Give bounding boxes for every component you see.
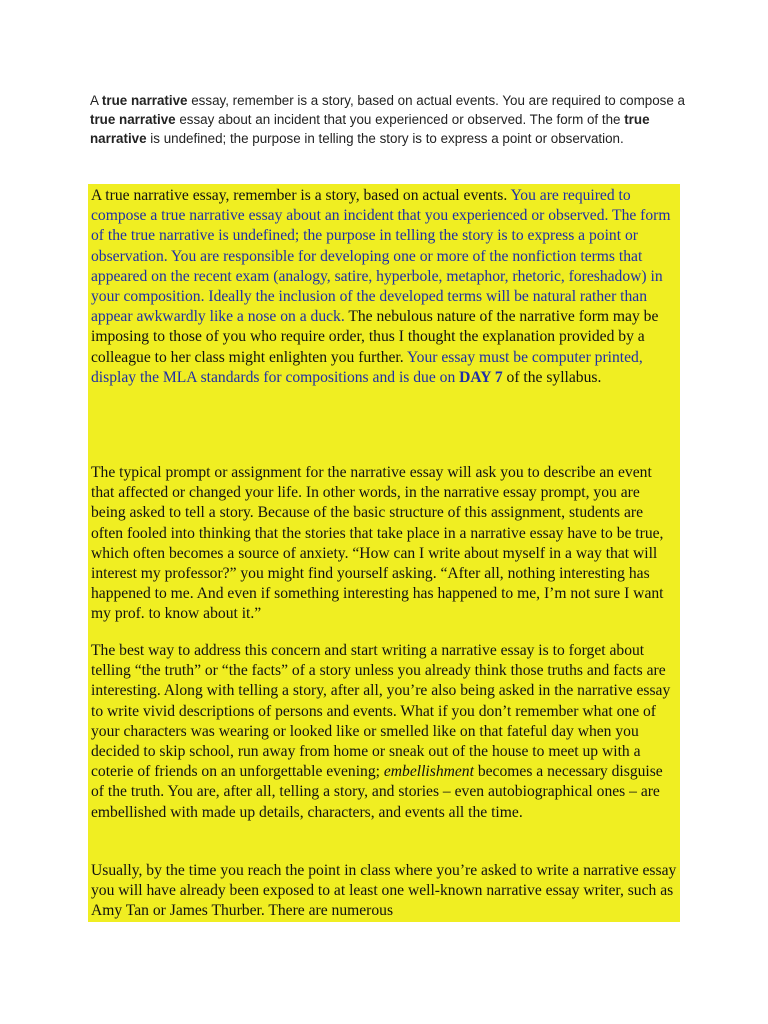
best-way-text: becomes a necessary disguise of the truth. You are, after all, telling a story, and stories – even autobiographical ones – are embellished with made up details, characters, and events all the time. xyxy=(91,763,663,821)
intro-bold-term: true narrative xyxy=(90,112,650,146)
assignment-text: The nebulous nature of the narrative form may be imposing to those of you who require order, thus I thought the explanation provided by a colleague to her class might enlighten you further. xyxy=(91,308,659,366)
intro-bold-term: true narrative xyxy=(101,93,188,108)
intro-bold-term: true narrative xyxy=(90,112,176,127)
assignment-text: A true narrative essay, remember is a story, based on actual events. xyxy=(91,187,511,204)
best-way-text: The best way to address this concern and start writing a narrative essay is to forget about telling “the truth” or “the facts” of a story unless you already think those truths and facts are interesting. Along with telling a story, after all, you’re also being asked in the narrative essay to write vivid descriptions of persons and events. What if you don’t remember what one of your characters was wearing or looked like or smelled like on that fateful day when you decided to skip school, run away from home or sneak out of the house to meet up with a coterie of friends on an unforgettable evening; xyxy=(91,642,671,781)
usually-paragraph: Usually, by the time you reach the point in class where you’re asked to write a narrative essay you will have already been exposed to at least one well-known narrative essay writer, such as Amy Tan or James Thurber. There are numerous xyxy=(91,862,677,920)
intro-paragraph xyxy=(90,91,690,148)
due-day-label: DAY 7 xyxy=(459,368,503,386)
assignment-requirements-text: You are required to compose a true narrative essay about an incident that you experienced or observed. The form of the true narrative is undefined; the purpose in telling the story is to express a point or observation. You are responsible for developing one or more of the nonfiction terms that appeared on the recent exam (analogy, satire, hyperbole, metaphor, rhetoric, foreshadow) in your composition. Ideally the inclusion of the developed terms will be natural rather than appear awkwardly like a nose on a duck. xyxy=(91,187,671,326)
intro-text: is undefined; the purpose in telling the story is to express a point or observation. xyxy=(146,131,624,146)
assignment-paragraph xyxy=(91,186,677,388)
best-way-paragraph xyxy=(91,641,677,823)
assignment-text: of the syllabus. xyxy=(502,368,602,386)
intro-text: A xyxy=(90,93,102,108)
embellishment-term: embellishment xyxy=(383,763,474,781)
intro-text: essay, remember is a story, based on actual events. You are required to compose a xyxy=(187,93,685,108)
typical-prompt-paragraph: The typical prompt or assignment for the narrative essay will ask you to describe an event that affected or changed your life. In other words, in the narrative essay prompt, you are being asked to tell a story. Because of the basic structure of this assignment, students are often fooled into thinking that the stories that take place in a narrative essay have to be true, which often becomes a source of anxiety. “How can I write about myself in a way that will interest my professor?” you might find yourself asking. “After all, nothing interesting has happened to me. And even if something interesting has happened to me, I’m not sure I want my prof. to know about it.” xyxy=(91,464,664,623)
intro-text: essay about an incident that you experienced or observed. The form of the xyxy=(175,112,625,127)
assignment-due-text: Your essay must be computer printed, display the MLA standards for compositions and is due on xyxy=(91,348,643,386)
